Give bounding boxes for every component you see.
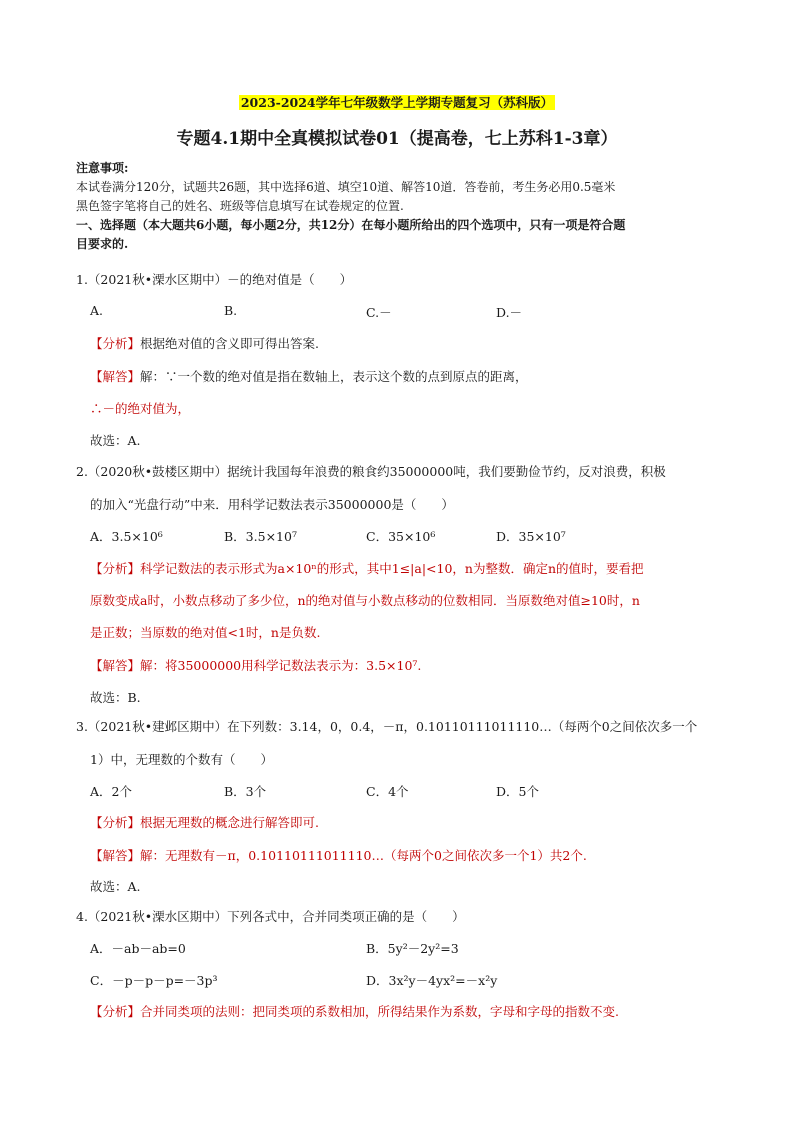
q3-options bbox=[90, 782, 730, 802]
q2-answer bbox=[90, 655, 730, 677]
q3-stem-2: 1）中，无理数的个数有（ ） bbox=[90, 752, 273, 767]
q4-stem: 4.（2021秋•溧水区期中）下列各式中，合并同类项正确的是（ ） bbox=[76, 909, 465, 924]
q2-analysis-text-2: 原数变成a时，小数点移动了多少位，n的绝对值与小数点移动的位数相同．当原数绝对值≥10时，n bbox=[90, 593, 640, 608]
analysis-tag: 【分析】 bbox=[90, 561, 141, 576]
q3-option-c: C．4个 bbox=[366, 784, 409, 799]
q1-option-c: C.－ bbox=[366, 305, 392, 320]
notice-line-1: 本试卷满分120分，试题共26题，其中选择6道、填空10道、解答10道．答卷前，考生务必用0.5毫米 bbox=[76, 180, 616, 194]
series-highlight: 2023-2024学年七年级数学上学期专题复习（苏科版） bbox=[240, 95, 554, 110]
q1-answer bbox=[90, 366, 730, 388]
q4-analysis-text: 合并同类项的法则：把同类项的系数相加，所得结果作为系数，字母和字母的指数不变. bbox=[140, 1004, 619, 1019]
page-title: 专题4.1期中全真模拟试卷01（提高卷，七上苏科1-3章） bbox=[176, 129, 618, 149]
q2-analysis-text-1: 科学记数法的表示形式为a×10ⁿ的形式，其中1≤|a|<10，n为整数．确定n的值时，要看把 bbox=[140, 561, 644, 576]
q3-option-b: B．3个 bbox=[224, 784, 267, 799]
q2-analysis-text-3: 是正数；当原数的绝对值<1时，n是负数. bbox=[90, 625, 321, 640]
q3-answer-text: 解：无理数有－π，0.10110111011110…（每两个0之间依次多一个1）共2个. bbox=[140, 848, 587, 863]
notice-heading: 注意事项: bbox=[76, 161, 129, 175]
q4-option-b: B．5y²－2y²=3 bbox=[366, 941, 459, 956]
answer-tag: 【解答】 bbox=[90, 658, 141, 673]
q2-option-a: A．3.5×10⁶ bbox=[90, 529, 163, 544]
q1-analysis-text: 根据绝对值的含义即可得出答案. bbox=[140, 336, 319, 351]
q2-options bbox=[90, 527, 730, 547]
series-header bbox=[0, 94, 794, 112]
q4-option-d: D．3x²y－4yx²=－x²y bbox=[366, 973, 498, 988]
q2-choice: 故选：B. bbox=[90, 690, 141, 705]
q2-answer-text: 解：将35000000用科学记数法表示为：3.5×10⁷. bbox=[140, 658, 422, 673]
q2-option-c: C．35×10⁶ bbox=[366, 529, 436, 544]
q1-answer-2: ∴－的绝对值为， bbox=[90, 401, 191, 416]
q3-choice: 故选：A. bbox=[90, 879, 141, 894]
q3-analysis bbox=[90, 812, 730, 834]
q4-options-row-1 bbox=[90, 939, 730, 959]
q1-stem: 1.（2021秋•溧水区期中）－的绝对值是（ ） bbox=[76, 272, 353, 287]
q1-choice: 故选：A. bbox=[90, 433, 141, 448]
q1-options bbox=[90, 303, 730, 323]
section-heading-2: 目要求的. bbox=[76, 237, 129, 251]
q2-analysis bbox=[90, 558, 730, 580]
answer-tag: 【解答】 bbox=[90, 369, 141, 384]
q4-option-a: A．－ab－ab=0 bbox=[90, 941, 186, 956]
q2-stem-2: 的加入“光盘行动”中来．用科学记数法表示35000000是（ ） bbox=[90, 497, 454, 512]
q2-stem-1: 2.（2020秋•鼓楼区期中）据统计我国每年浪费的粮食约35000000吨，我们要勤俭节约，反对浪费，积极 bbox=[76, 464, 666, 479]
q1-answer-text: 解：∵一个数的绝对值是指在数轴上，表示这个数的点到原点的距离， bbox=[140, 369, 528, 384]
q4-analysis bbox=[90, 1001, 730, 1023]
q3-option-a: A．2个 bbox=[90, 784, 132, 799]
q3-answer bbox=[90, 845, 730, 867]
q2-option-d: D．35×10⁷ bbox=[496, 529, 566, 544]
q1-option-a: A. bbox=[90, 303, 104, 318]
notice-line-2: 黑色签字笔将自己的姓名、班级等信息填写在试卷规定的位置. bbox=[76, 199, 404, 213]
q3-stem-1: 3.（2021秋•建邺区期中）在下列数：3.14，0，0.4，－π，0.10110111011110…（每两个0之间依次多一个 bbox=[76, 719, 698, 734]
analysis-tag: 【分析】 bbox=[90, 1004, 141, 1019]
q4-option-c: C．－p－p－p=－3p³ bbox=[90, 973, 218, 988]
analysis-tag: 【分析】 bbox=[90, 336, 141, 351]
q1-option-b: B. bbox=[224, 303, 238, 318]
q1-option-d: D.－ bbox=[496, 305, 523, 320]
answer-tag: 【解答】 bbox=[90, 848, 141, 863]
q1-analysis bbox=[90, 333, 730, 355]
section-heading-1: 一、选择题（本大题共6小题，每小题2分，共12分）在每小题所给出的四个选项中，只有一项是符合题 bbox=[76, 218, 626, 232]
analysis-tag: 【分析】 bbox=[90, 815, 141, 830]
q4-options-row-2 bbox=[90, 971, 730, 991]
q3-option-d: D．5个 bbox=[496, 784, 539, 799]
q2-option-b: B．3.5×10⁷ bbox=[224, 529, 297, 544]
q3-analysis-text: 根据无理数的概念进行解答即可. bbox=[140, 815, 319, 830]
